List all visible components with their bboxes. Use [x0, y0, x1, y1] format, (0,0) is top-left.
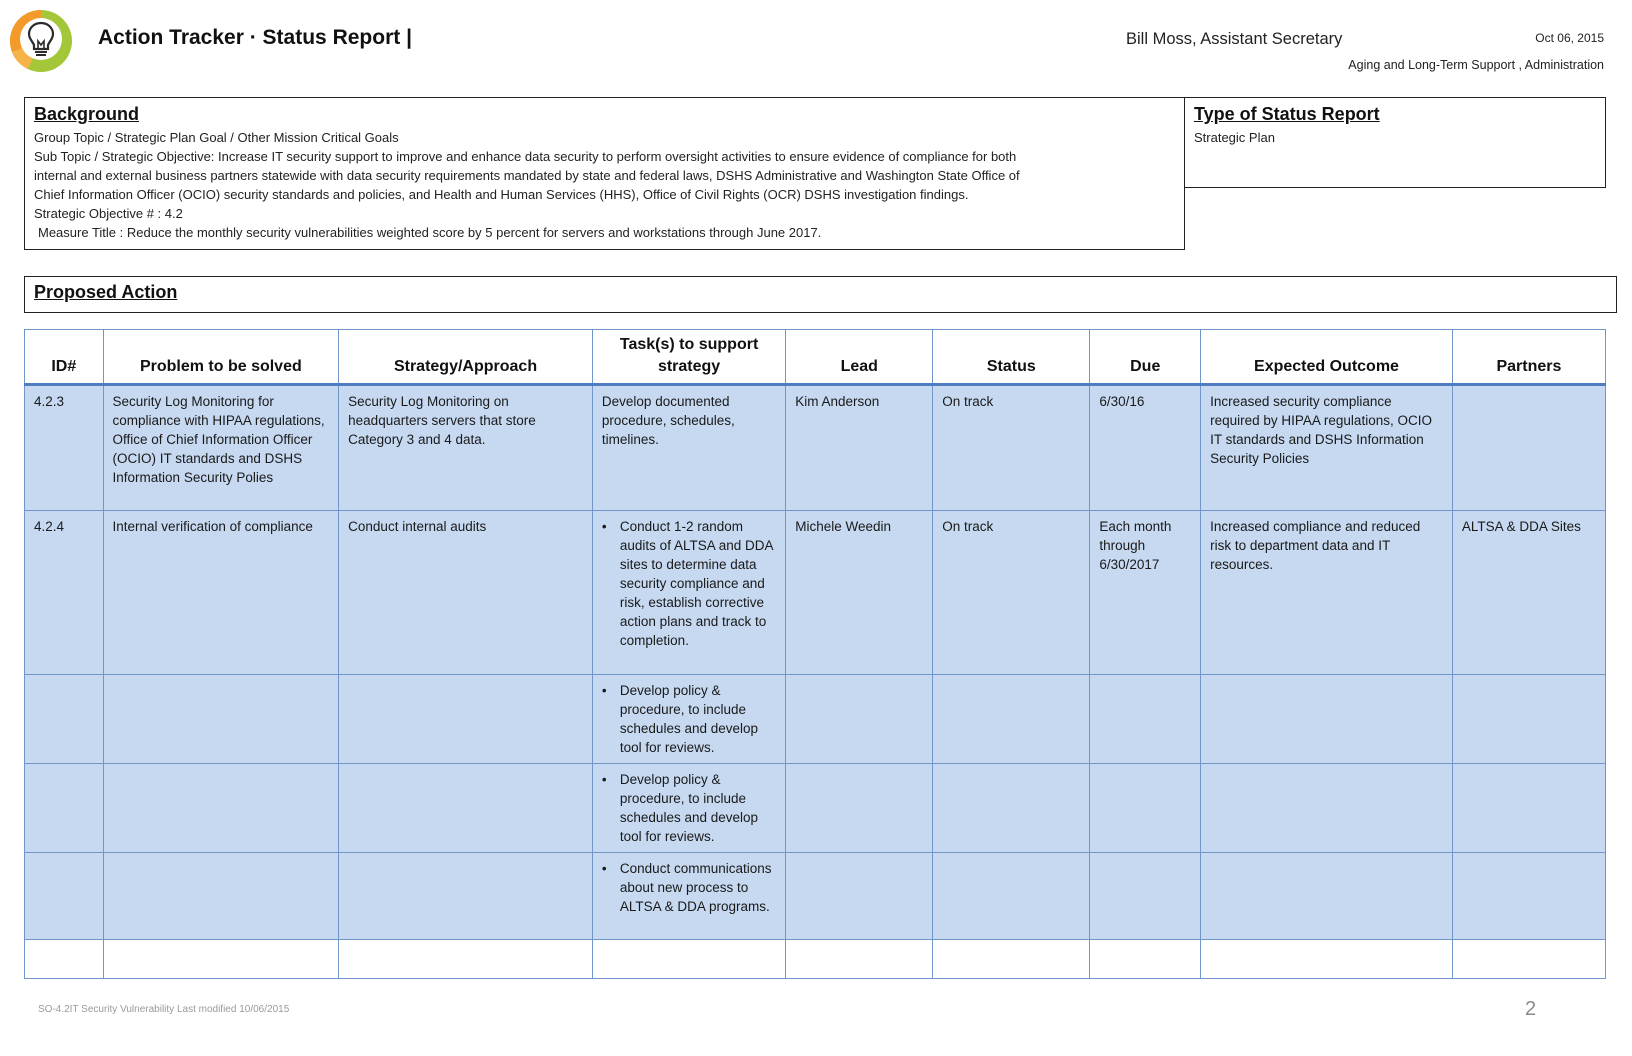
background-line: internal and external business partners statewide with data security requirements mandated by state and federal laws, DSHS Administrative and Washington State Office of: [34, 168, 1020, 183]
cell-outcome: [1201, 853, 1453, 940]
cell-outcome: Increased security compliance required by HIPAA regulations, OCIO IT standards and DSHS Information Security Policies: [1201, 385, 1453, 511]
background-panel: [24, 97, 1185, 250]
empty-cell: [1201, 940, 1453, 979]
task-text: Develop policy & procedure, to include schedules and develop tool for reviews.: [619, 772, 759, 844]
cell-problem: [103, 853, 339, 940]
cell-id: 4.2.3: [25, 385, 104, 511]
empty-cell: [786, 940, 933, 979]
action-table: [24, 329, 1606, 979]
cell-status: On track: [933, 511, 1090, 675]
cell-lead: Kim Anderson: [786, 385, 933, 511]
cell-due: Each month through 6/30/2017: [1090, 511, 1201, 675]
cell-problem: [103, 675, 339, 764]
task-text: Develop policy & procedure, to include schedules and develop tool for reviews.: [619, 683, 759, 755]
empty-cell: [339, 940, 593, 979]
empty-cell: [1090, 940, 1201, 979]
cell-status: On track: [933, 385, 1090, 511]
column-header: Status: [933, 330, 1090, 385]
cell-due: 6/30/16: [1090, 385, 1201, 511]
cell-partners: [1452, 853, 1605, 940]
table-row: [25, 385, 1606, 511]
table-row: [25, 764, 1606, 853]
bullet-icon: •: [601, 861, 607, 876]
cell-lead: [786, 675, 933, 764]
cell-strategy: Conduct internal audits: [339, 511, 593, 675]
cell-status: [933, 853, 1090, 940]
cell-partners: [1452, 385, 1605, 511]
column-header: Strategy/Approach: [339, 330, 593, 385]
background-heading: Background: [34, 104, 140, 124]
cell-lead: [786, 853, 933, 940]
cell-due: [1090, 675, 1201, 764]
cell-id: [25, 764, 104, 853]
footer-note: SO-4.2IT Security Vulnerability Last modified 10/06/2015: [38, 1004, 290, 1015]
cell-partners: [1452, 764, 1605, 853]
cell-strategy: [339, 853, 593, 940]
cell-due: [1090, 764, 1201, 853]
task-text: Conduct 1-2 random audits of ALTSA and DDA sites to determine data security compliance and risk, establish corrective action plans and track to completion.: [619, 519, 773, 648]
cell-due: [1090, 853, 1201, 940]
cell-problem: [103, 764, 339, 853]
cell-task: [592, 675, 785, 764]
cell-lead: Michele Weedin: [786, 511, 933, 675]
column-header: Problem to be solved: [103, 330, 339, 385]
cell-lead: [786, 764, 933, 853]
department-name: Aging and Long-Term Support , Administration: [1348, 58, 1604, 72]
empty-cell: [592, 940, 785, 979]
cell-task: [592, 853, 785, 940]
cell-id: [25, 675, 104, 764]
cell-partners: [1452, 675, 1605, 764]
table-row: [25, 511, 1606, 675]
cell-partners: ALTSA & DDA Sites: [1452, 511, 1605, 675]
cell-task: [592, 764, 785, 853]
page-number: 2: [1525, 998, 1537, 1020]
cell-outcome: [1201, 764, 1453, 853]
column-header: Expected Outcome: [1201, 330, 1453, 385]
empty-cell: [25, 940, 104, 979]
cell-task: [592, 511, 785, 675]
empty-cell: [933, 940, 1090, 979]
column-header: ID#: [25, 330, 104, 385]
cell-outcome: [1201, 675, 1453, 764]
lightbulb-logo-icon: [8, 8, 74, 74]
table-row: [25, 675, 1606, 764]
cell-id: 4.2.4: [25, 511, 104, 675]
background-line: Group Topic / Strategic Plan Goal / Other Mission Critical Goals: [34, 130, 399, 145]
cell-task: Develop documented procedure, schedules, timelines.: [592, 385, 785, 511]
bullet-icon: •: [601, 772, 607, 787]
status-type-value: Strategic Plan: [1194, 130, 1275, 145]
task-text: Conduct communications about new process to ALTSA & DDA programs.: [619, 861, 772, 914]
bullet-icon: •: [601, 683, 607, 698]
proposed-action-heading: Proposed Action: [34, 282, 178, 302]
table-row: [25, 853, 1606, 940]
empty-cell: [103, 940, 339, 979]
status-type-panel: [1184, 97, 1606, 188]
measure-title-line: Measure Title : Reduce the monthly security vulnerabilities weighted score by 5 percent for servers and workstations through June 2017.: [38, 225, 822, 240]
bullet-icon: •: [601, 519, 607, 534]
cell-status: [933, 675, 1090, 764]
cell-outcome: Increased compliance and reduced risk to department data and IT resources.: [1201, 511, 1453, 675]
proposed-action-panel: [24, 276, 1617, 313]
background-line: Chief Information Officer (OCIO) security standards and policies, and Health and Human Services (HHS), Office of Civil Rights (OCR) DSHS investigation findings.: [34, 187, 969, 202]
cell-problem: Internal verification of compliance: [103, 511, 339, 675]
column-header: Partners: [1452, 330, 1605, 385]
cell-problem: Security Log Monitoring for compliance with HIPAA regulations, Office of Chief Information Officer (OCIO) IT standards and DSHS Information Security Polies: [103, 385, 339, 511]
empty-cell: [1452, 940, 1605, 979]
background-line: Sub Topic / Strategic Objective: Increase IT security support to improve and enhance data security to perform oversight activities to ensure evidence of compliance for both: [34, 149, 1017, 164]
report-title: Action Tracker · Status Report |: [98, 26, 412, 49]
table-row-empty: [25, 940, 1606, 979]
column-header: Lead: [786, 330, 933, 385]
status-type-heading: Type of Status Report: [1194, 104, 1380, 124]
cell-id: [25, 853, 104, 940]
cell-status: [933, 764, 1090, 853]
table-header-row: [25, 330, 1606, 385]
column-header: Due: [1090, 330, 1201, 385]
cell-strategy: [339, 764, 593, 853]
column-header: Task(s) to support strategy: [592, 330, 785, 385]
cell-strategy: Security Log Monitoring on headquarters servers that store Category 3 and 4 data.: [339, 385, 593, 511]
cell-strategy: [339, 675, 593, 764]
report-date: Oct 06, 2015: [1535, 31, 1604, 45]
presenter-name: Bill Moss, Assistant Secretary: [1126, 30, 1343, 48]
background-line: Strategic Objective # : 4.2: [34, 206, 183, 221]
